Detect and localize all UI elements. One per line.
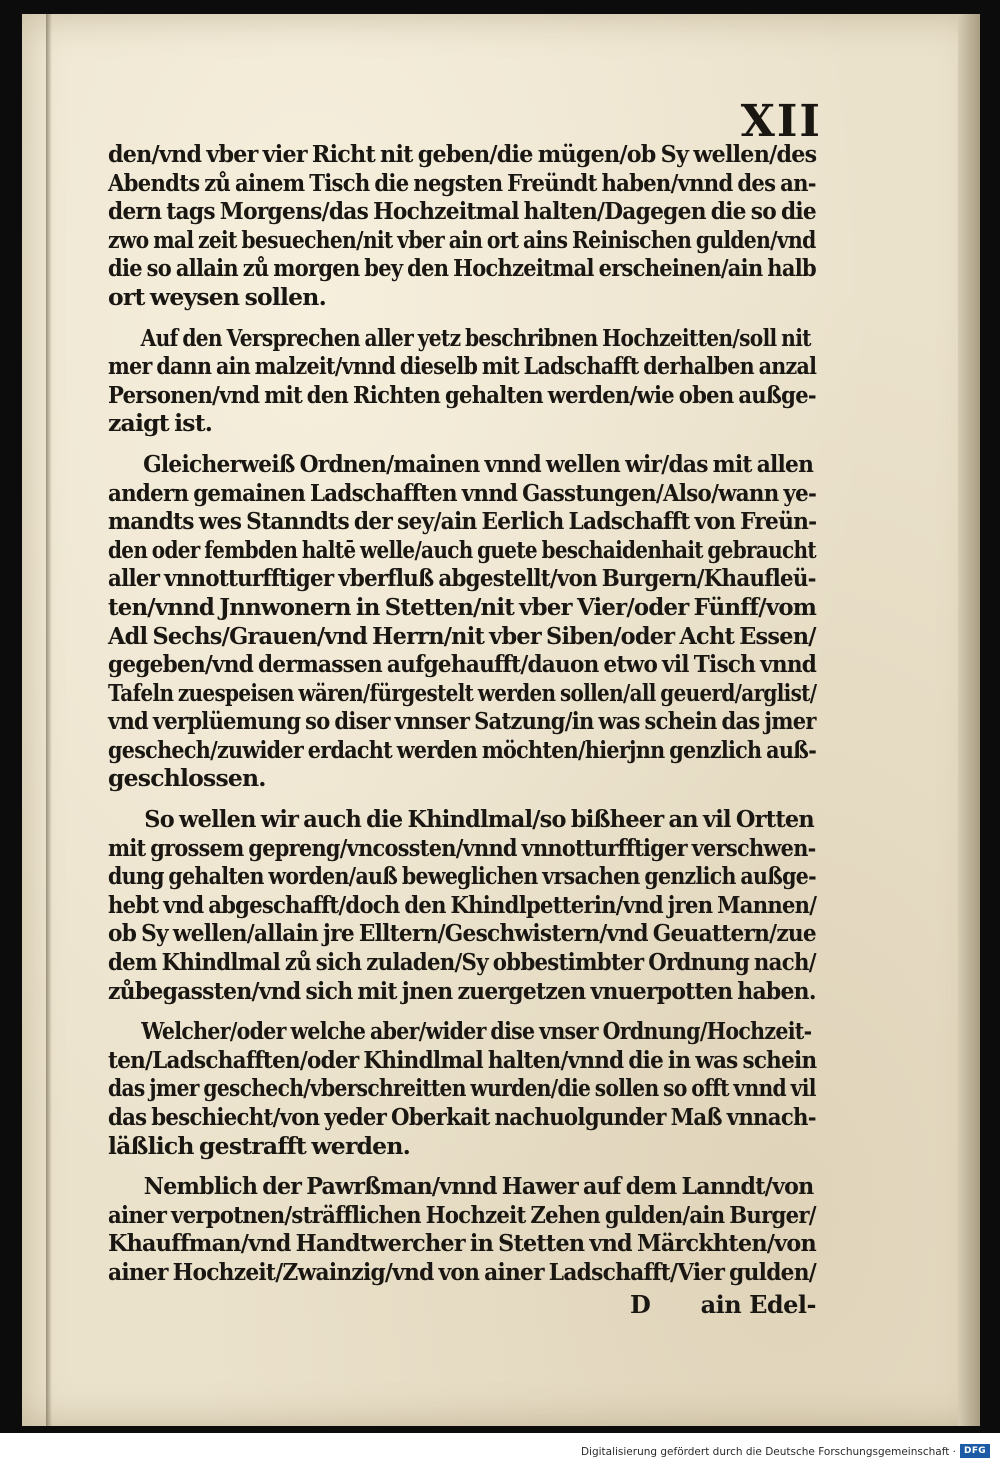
- text-line: Abendts zů ainem Tisch die negsten Freündt haben/vnnd des an-: [108, 168, 816, 197]
- text-line: Adl Sechs/Grauen/vnd Herrn/nit vber Siben/oder Acht Essen/: [108, 621, 816, 650]
- text-line: ort weysen sollen.: [108, 282, 326, 311]
- text-line: zwo mal zeit besuechen/nit vber ain ort ains Reinischen gulden/vnd: [108, 225, 816, 254]
- text-line: das beschiecht/von yeder Oberkait nachuolgunder Maß vnnach-: [108, 1103, 816, 1131]
- text-line: den oder fembden haltē welle/auch guete beschaidenhait gebraucht: [108, 535, 816, 564]
- text-line: mer dann ain malzeit/vnnd dieselb mit Ladschafft derhalben anzal: [108, 352, 817, 381]
- text-line: ten/vnnd Jnnwonern in Stetten/nit vber Vier/oder Fünff/vom: [108, 592, 817, 621]
- text-line: aller vnnotturfftiger vberfluß abgestellt/von Burgern/Khaufleü-: [108, 564, 816, 593]
- text-line: Tafeln zuespeisen wären/fürgestelt werden sollen/all geuerd/arglist/: [108, 678, 817, 707]
- page-text: [108, 140, 816, 1299]
- text-line: Nemblich der Pawrßman/vnnd Hawer auf dem Lanndt/von: [143, 1172, 814, 1201]
- text-line: vnd verplüemung so diser vnnser Satzung/in was schein das jmer: [108, 707, 816, 736]
- paragraph: [108, 140, 816, 312]
- text-line: mit grossem gepreng/vncossten/vnnd vnnotturfftiger verschwen-: [108, 833, 816, 862]
- text-line: Personen/vnd mit den Richten gehalten werden/wie oben außge-: [108, 380, 816, 409]
- signature-mark: D: [630, 1290, 651, 1319]
- text-line: dung gehalten worden/auß beweglichen vrsachen genzlich außge-: [108, 862, 816, 891]
- paragraph: [108, 1017, 816, 1160]
- paragraph: [108, 805, 816, 1005]
- folio-number: XII: [740, 96, 822, 147]
- text-line: ten/Ladschafften/oder Khindlmal halten/vnnd die in was schein: [108, 1045, 817, 1074]
- text-line: ob Sy wellen/allain jre Elltern/Geschwistern/vnd Geuattern/zue: [108, 919, 816, 948]
- text-line: die so allain zů morgen bey den Hochzeitmal erscheinen/ain halb: [108, 254, 816, 283]
- text-line: hebt vnd abgeschafft/doch den Khindlpetterin/vnd jren Mannen/: [108, 890, 817, 919]
- text-line: Khauffman/vnd Handtwercher in Stetten vnd Märckhten/von: [108, 1229, 816, 1258]
- text-line: mandts wes Stanndts der sey/ain Eerlich Ladschafft von Freün-: [108, 507, 817, 536]
- text-line: Welcher/oder welche aber/wider dise vnser Ordnung/Hochzeit-: [141, 1017, 812, 1046]
- text-line: dern tags Morgens/das Hochzeitmal halten/Dagegen die so die: [108, 197, 816, 226]
- paragraph: [108, 1172, 816, 1286]
- page-bottom-line: [108, 1290, 816, 1320]
- text-line: So wellen wir auch die Khindlmal/so bißheer an vil Ortten: [144, 805, 814, 834]
- footer-credit: Digitalisierung gefördert durch die Deutsche Forschungsgemeinschaft ·: [580, 1446, 956, 1458]
- page-fold-shadow: [46, 14, 52, 1426]
- paragraph: [108, 324, 816, 438]
- text-line: geschech/zuwider erdacht werden möchten/hierjnn genzlich auß-: [108, 735, 817, 764]
- text-line: zůbegassten/vnd sich mit jnen zuergetzen vnuerpotten haben.: [108, 976, 816, 1005]
- text-line: Auf den Versprechen aller yetz beschribnen Hochzeitten/soll nit: [140, 323, 811, 352]
- text-line: den/vnd vber vier Richt nit geben/die mügen/ob Sy wellen/des: [108, 140, 817, 168]
- text-line: läßlich gestrafft werden.: [108, 1131, 410, 1160]
- text-line: ainer Hochzeit/Zwainzig/vnd von ainer Ladschafft/Vier gulden/: [108, 1257, 816, 1286]
- paragraph: [108, 450, 816, 793]
- page-edge: [958, 14, 980, 1426]
- text-line: das jmer geschech/vberschreitten wurden/die sollen so offt vnnd vil: [108, 1074, 816, 1103]
- text-line: dem Khindlmal zů sich zuladen/Sy obbestimbter Ordnung nach/: [108, 948, 816, 977]
- footer-bar: [0, 1433, 1000, 1469]
- dfg-logo-icon: DFG: [960, 1444, 990, 1458]
- text-line: ainer verpotnen/sträfflichen Hochzeit Zehen gulden/ain Burger/: [108, 1200, 816, 1229]
- text-line: zaigt ist.: [108, 409, 213, 438]
- text-line: andern gemainen Ladschafften vnnd Gasstungen/Also/wann ye-: [108, 478, 817, 507]
- catchword: ain Edel-: [700, 1290, 816, 1319]
- text-line: gegeben/vnd dermassen aufgehaufft/dauon etwo vil Tisch vnnd: [108, 650, 817, 679]
- text-line: geschlossen.: [108, 764, 266, 793]
- text-line: Gleicherweiß Ordnen/mainen vnnd wellen wir/das mit allen: [143, 449, 814, 478]
